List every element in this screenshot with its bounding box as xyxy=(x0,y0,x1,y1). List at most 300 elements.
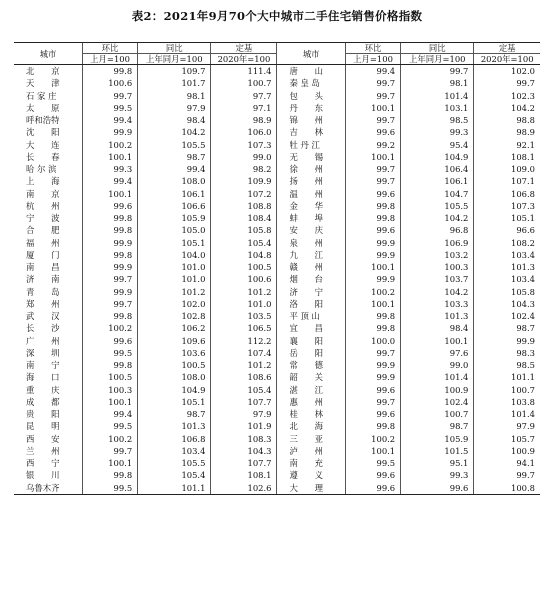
base-value-cell: 101.3 xyxy=(474,261,540,273)
base-value-cell: 102.4 xyxy=(474,310,540,322)
yoy-value-cell: 97.6 xyxy=(401,347,474,359)
table-row xyxy=(14,347,540,359)
base-value-cell: 105.1 xyxy=(474,212,540,224)
mom-value-cell: 99.9 xyxy=(345,371,400,383)
table-row xyxy=(14,175,540,187)
yoy-value-cell: 100.3 xyxy=(401,261,474,273)
yoy-value-cell: 100.9 xyxy=(401,384,474,396)
base-value-cell: 98.3 xyxy=(474,347,540,359)
city-name-cell: 郑 州 xyxy=(26,298,60,309)
base-value-cell: 101.2 xyxy=(211,359,277,371)
header-mom: 环比 xyxy=(345,43,400,54)
table-row xyxy=(14,212,540,224)
mom-value-cell: 100.1 xyxy=(345,261,400,273)
yoy-value-cell: 106.1 xyxy=(401,175,474,187)
base-value-cell: 108.8 xyxy=(211,200,277,212)
base-value-cell: 105.8 xyxy=(474,286,540,298)
mom-value-cell: 100.2 xyxy=(345,433,400,445)
mom-value-cell: 99.9 xyxy=(82,286,137,298)
base-value-cell: 102.0 xyxy=(474,65,540,78)
city-name-cell: 贵 阳 xyxy=(26,409,60,419)
yoy-value-cell: 105.5 xyxy=(138,139,211,151)
mom-value-cell: 99.6 xyxy=(345,384,400,396)
city-name-cell: 常 德 xyxy=(277,359,345,371)
city-name-cell: 宁 波 xyxy=(26,213,60,223)
city-name-cell: 惠 州 xyxy=(277,396,345,408)
city-name-cell: 南 昌 xyxy=(26,262,60,272)
mom-value-cell: 99.9 xyxy=(345,237,400,249)
base-value-cell: 100.5 xyxy=(211,261,277,273)
mom-value-cell: 99.4 xyxy=(82,175,137,187)
yoy-value-cell: 98.1 xyxy=(138,90,211,102)
table-row xyxy=(14,371,540,383)
mom-value-cell: 100.6 xyxy=(82,77,137,89)
header-city: 城市 xyxy=(277,43,345,65)
table-row xyxy=(14,224,540,236)
yoy-value-cell: 105.9 xyxy=(401,433,474,445)
city-name-cell: 吉 林 xyxy=(277,126,345,138)
table-row xyxy=(14,469,540,481)
mom-value-cell: 99.4 xyxy=(82,408,137,420)
yoy-value-cell: 98.7 xyxy=(138,408,211,420)
mom-value-cell: 100.2 xyxy=(345,286,400,298)
mom-value-cell: 99.3 xyxy=(82,163,137,175)
header-base: 定基 xyxy=(474,43,540,54)
base-value-cell: 97.9 xyxy=(211,408,277,420)
yoy-value-cell: 100.5 xyxy=(138,359,211,371)
mom-value-cell: 100.1 xyxy=(345,151,400,163)
city-name-cell: 徐 州 xyxy=(277,163,345,175)
mom-value-cell: 99.6 xyxy=(345,482,400,495)
base-value-cell: 105.7 xyxy=(474,433,540,445)
mom-value-cell: 99.5 xyxy=(82,420,137,432)
base-value-cell: 98.2 xyxy=(211,163,277,175)
yoy-value-cell: 101.0 xyxy=(138,261,211,273)
mom-value-cell: 100.1 xyxy=(345,102,400,114)
base-value-cell: 106.5 xyxy=(211,322,277,334)
page-title: 表2：2021年9月70个大中城市二手住宅销售价格指数 xyxy=(131,9,423,23)
header-city: 城市 xyxy=(14,43,82,65)
table-row xyxy=(14,457,540,469)
yoy-value-cell: 105.5 xyxy=(138,457,211,469)
yoy-value-cell: 95.1 xyxy=(401,457,474,469)
yoy-value-cell: 103.7 xyxy=(401,273,474,285)
table-row xyxy=(14,396,540,408)
yoy-value-cell: 99.3 xyxy=(401,469,474,481)
base-value-cell: 98.8 xyxy=(474,114,540,126)
mom-value-cell: 99.8 xyxy=(82,310,137,322)
base-value-cell: 97.7 xyxy=(211,90,277,102)
yoy-value-cell: 100.1 xyxy=(401,335,474,347)
city-name-cell: 平 顶 山 xyxy=(277,310,345,322)
city-name-cell: 深 圳 xyxy=(26,347,60,358)
price-index-table-container xyxy=(14,42,540,495)
base-value-cell: 107.2 xyxy=(211,188,277,200)
yoy-value-cell: 103.2 xyxy=(401,249,474,261)
city-name-cell: 锦 州 xyxy=(277,114,345,126)
base-value-cell: 108.6 xyxy=(211,371,277,383)
mom-value-cell: 99.4 xyxy=(82,114,137,126)
yoy-value-cell: 98.4 xyxy=(401,322,474,334)
yoy-value-cell: 106.4 xyxy=(401,163,474,175)
base-value-cell: 98.9 xyxy=(211,114,277,126)
base-value-cell: 107.7 xyxy=(211,457,277,469)
header-base-sub: 2020年=100 xyxy=(474,54,540,65)
city-name-cell: 济 宁 xyxy=(277,286,345,298)
yoy-value-cell: 99.3 xyxy=(401,126,474,138)
table-row xyxy=(14,433,540,445)
base-value-cell: 101.1 xyxy=(474,371,540,383)
base-value-cell: 98.5 xyxy=(474,359,540,371)
yoy-value-cell: 101.5 xyxy=(401,445,474,457)
yoy-value-cell: 101.1 xyxy=(138,482,211,495)
mom-value-cell: 99.7 xyxy=(82,445,137,457)
mom-value-cell: 99.8 xyxy=(82,469,137,481)
table-row xyxy=(14,286,540,298)
base-value-cell: 100.9 xyxy=(474,445,540,457)
base-value-cell: 111.4 xyxy=(211,65,277,78)
city-name-cell: 成 都 xyxy=(26,396,60,407)
base-value-cell: 104.2 xyxy=(474,102,540,114)
mom-value-cell: 99.7 xyxy=(82,90,137,102)
base-value-cell: 105.4 xyxy=(211,237,277,249)
base-value-cell: 102.6 xyxy=(211,482,277,495)
city-name-cell: 太 原 xyxy=(26,102,60,113)
base-value-cell: 99.7 xyxy=(474,77,540,89)
mom-value-cell: 99.8 xyxy=(82,212,137,224)
yoy-value-cell: 106.9 xyxy=(401,237,474,249)
mom-value-cell: 99.8 xyxy=(82,224,137,236)
mom-value-cell: 99.9 xyxy=(345,273,400,285)
mom-value-cell: 100.1 xyxy=(82,457,137,469)
city-name-cell: 三 亚 xyxy=(277,433,345,445)
city-name-cell: 湛 江 xyxy=(277,384,345,396)
city-name-cell: 蚌 埠 xyxy=(277,212,345,224)
yoy-value-cell: 103.3 xyxy=(401,298,474,310)
mom-value-cell: 99.2 xyxy=(345,139,400,151)
mom-value-cell: 99.8 xyxy=(345,310,400,322)
city-name-cell: 南 宁 xyxy=(26,360,60,370)
base-value-cell: 101.2 xyxy=(211,286,277,298)
price-index-table xyxy=(14,42,540,495)
city-name-cell: 安 庆 xyxy=(277,224,345,236)
base-value-cell: 101.9 xyxy=(211,420,277,432)
city-name-cell: 济 南 xyxy=(26,274,60,285)
yoy-value-cell: 106.6 xyxy=(138,200,211,212)
city-name-cell: 厦 门 xyxy=(26,249,60,260)
mom-value-cell: 100.1 xyxy=(82,188,137,200)
yoy-value-cell: 105.4 xyxy=(138,469,211,481)
base-value-cell: 106.0 xyxy=(211,126,277,138)
mom-value-cell: 100.1 xyxy=(345,445,400,457)
mom-value-cell: 100.2 xyxy=(82,322,137,334)
yoy-value-cell: 95.4 xyxy=(401,139,474,151)
table-row xyxy=(14,273,540,285)
base-value-cell: 97.1 xyxy=(211,102,277,114)
base-value-cell: 108.1 xyxy=(474,151,540,163)
mom-value-cell: 99.5 xyxy=(345,457,400,469)
header-mom-sub: 上月=100 xyxy=(82,54,137,65)
yoy-value-cell: 98.1 xyxy=(401,77,474,89)
header-yoy: 同比 xyxy=(138,43,211,54)
base-value-cell: 104.3 xyxy=(474,298,540,310)
table-row xyxy=(14,420,540,432)
city-name-cell: 天 津 xyxy=(26,78,60,89)
city-name-cell: 重 庆 xyxy=(26,384,60,395)
mom-value-cell: 99.9 xyxy=(82,126,137,138)
mom-value-cell: 99.9 xyxy=(345,249,400,261)
yoy-value-cell: 98.5 xyxy=(401,114,474,126)
table-row xyxy=(14,237,540,249)
city-name-cell: 岳 阳 xyxy=(277,347,345,359)
header-base: 定基 xyxy=(211,43,277,54)
yoy-value-cell: 104.7 xyxy=(401,188,474,200)
mom-value-cell: 99.6 xyxy=(82,200,137,212)
base-value-cell: 100.6 xyxy=(211,273,277,285)
base-value-cell: 98.7 xyxy=(474,322,540,334)
yoy-value-cell: 101.3 xyxy=(401,310,474,322)
city-name-cell: 丹 东 xyxy=(277,102,345,114)
base-value-cell: 99.9 xyxy=(474,335,540,347)
city-name-cell: 韶 关 xyxy=(277,371,345,383)
table-row xyxy=(14,322,540,334)
yoy-value-cell: 103.4 xyxy=(138,445,211,457)
base-value-cell: 101.0 xyxy=(211,298,277,310)
city-name-cell: 秦 皇 岛 xyxy=(277,77,345,89)
mom-value-cell: 99.7 xyxy=(345,175,400,187)
table-row xyxy=(14,163,540,175)
table-row xyxy=(14,200,540,212)
mom-value-cell: 99.6 xyxy=(345,126,400,138)
base-value-cell: 106.8 xyxy=(474,188,540,200)
base-value-cell: 107.1 xyxy=(474,175,540,187)
header-yoy-sub: 上年同月=100 xyxy=(138,54,211,65)
yoy-value-cell: 101.4 xyxy=(401,371,474,383)
base-value-cell: 112.2 xyxy=(211,335,277,347)
mom-value-cell: 100.1 xyxy=(82,151,137,163)
yoy-value-cell: 101.4 xyxy=(401,90,474,102)
city-name-cell: 长 春 xyxy=(26,151,60,162)
city-name-cell: 杭 州 xyxy=(26,200,60,211)
yoy-value-cell: 98.7 xyxy=(401,420,474,432)
city-name-cell: 长 沙 xyxy=(26,323,60,334)
city-name-cell: 遵 义 xyxy=(277,469,345,481)
city-name-cell: 西 宁 xyxy=(26,458,60,468)
yoy-value-cell: 109.6 xyxy=(138,335,211,347)
base-value-cell: 109.0 xyxy=(474,163,540,175)
city-name-cell: 青 岛 xyxy=(26,286,60,297)
city-name-cell: 北 京 xyxy=(26,66,60,76)
yoy-value-cell: 105.0 xyxy=(138,224,211,236)
table-row xyxy=(14,188,540,200)
mom-value-cell: 99.8 xyxy=(345,322,400,334)
base-value-cell: 108.3 xyxy=(211,433,277,445)
city-name-cell: 烟 台 xyxy=(277,273,345,285)
yoy-value-cell: 98.4 xyxy=(138,114,211,126)
yoy-value-cell: 106.2 xyxy=(138,322,211,334)
city-name-cell: 福 州 xyxy=(26,237,60,248)
mom-value-cell: 99.6 xyxy=(345,188,400,200)
table-header xyxy=(14,43,540,65)
mom-value-cell: 99.7 xyxy=(82,298,137,310)
table-row xyxy=(14,126,540,138)
yoy-value-cell: 101.3 xyxy=(138,420,211,432)
base-value-cell: 97.9 xyxy=(474,420,540,432)
base-value-cell: 99.0 xyxy=(211,151,277,163)
yoy-value-cell: 98.7 xyxy=(138,151,211,163)
yoy-value-cell: 106.8 xyxy=(138,433,211,445)
base-value-cell: 103.4 xyxy=(474,273,540,285)
table-row xyxy=(14,65,540,78)
city-name-cell: 广 州 xyxy=(26,335,60,346)
mom-value-cell: 99.6 xyxy=(345,469,400,481)
mom-value-cell: 100.0 xyxy=(345,335,400,347)
yoy-value-cell: 102.4 xyxy=(401,396,474,408)
mom-value-cell: 99.5 xyxy=(82,347,137,359)
yoy-value-cell: 108.0 xyxy=(138,175,211,187)
city-name-cell: 洛 阳 xyxy=(277,298,345,310)
yoy-value-cell: 99.6 xyxy=(401,482,474,495)
city-name-cell: 北 海 xyxy=(277,420,345,432)
mom-value-cell: 99.8 xyxy=(82,249,137,261)
city-name-cell: 赣 州 xyxy=(277,261,345,273)
yoy-value-cell: 108.0 xyxy=(138,371,211,383)
yoy-value-cell: 104.9 xyxy=(138,384,211,396)
yoy-value-cell: 101.7 xyxy=(138,77,211,89)
mom-value-cell: 99.7 xyxy=(345,114,400,126)
yoy-value-cell: 104.2 xyxy=(401,212,474,224)
table-row xyxy=(14,114,540,126)
base-value-cell: 107.3 xyxy=(211,139,277,151)
base-value-cell: 100.7 xyxy=(474,384,540,396)
base-value-cell: 102.3 xyxy=(474,90,540,102)
mom-value-cell: 100.1 xyxy=(82,396,137,408)
header-yoy-sub: 上年同月=100 xyxy=(401,54,474,65)
city-name-cell: 南 京 xyxy=(26,188,60,199)
base-value-cell: 108.1 xyxy=(211,469,277,481)
base-value-cell: 100.7 xyxy=(211,77,277,89)
table-row xyxy=(14,445,540,457)
mom-value-cell: 99.5 xyxy=(82,102,137,114)
base-value-cell: 98.9 xyxy=(474,126,540,138)
city-name-cell: 金 华 xyxy=(277,200,345,212)
yoy-value-cell: 101.0 xyxy=(138,273,211,285)
yoy-value-cell: 102.0 xyxy=(138,298,211,310)
mom-value-cell: 100.2 xyxy=(82,139,137,151)
base-value-cell: 105.4 xyxy=(211,384,277,396)
yoy-value-cell: 105.5 xyxy=(401,200,474,212)
yoy-value-cell: 105.9 xyxy=(138,212,211,224)
table-row xyxy=(14,90,540,102)
mom-value-cell: 99.5 xyxy=(82,482,137,495)
header-mom: 环比 xyxy=(82,43,137,54)
yoy-value-cell: 104.2 xyxy=(138,126,211,138)
header-yoy: 同比 xyxy=(401,43,474,54)
base-value-cell: 107.4 xyxy=(211,347,277,359)
yoy-value-cell: 100.7 xyxy=(401,408,474,420)
city-name-cell: 乌鲁木齐 xyxy=(14,482,82,495)
table-row xyxy=(14,261,540,273)
yoy-value-cell: 109.7 xyxy=(138,65,211,78)
table-row xyxy=(14,384,540,396)
mom-value-cell: 99.8 xyxy=(82,359,137,371)
city-name-cell: 沈 阳 xyxy=(26,127,60,138)
base-value-cell: 108.4 xyxy=(211,212,277,224)
base-value-cell: 100.8 xyxy=(474,482,540,495)
city-name-cell: 扬 州 xyxy=(277,175,345,187)
table-row xyxy=(14,335,540,347)
yoy-value-cell: 99.4 xyxy=(138,163,211,175)
base-value-cell: 101.4 xyxy=(474,408,540,420)
yoy-value-cell: 101.2 xyxy=(138,286,211,298)
mom-value-cell: 99.6 xyxy=(345,224,400,236)
city-name-cell: 合 肥 xyxy=(26,225,60,236)
mom-value-cell: 99.7 xyxy=(82,273,137,285)
table-row xyxy=(14,102,540,114)
yoy-value-cell: 106.1 xyxy=(138,188,211,200)
city-name-cell: 呼和浩特 xyxy=(26,115,60,125)
city-name-cell: 海 口 xyxy=(26,372,60,383)
base-value-cell: 103.5 xyxy=(211,310,277,322)
city-name-cell: 唐 山 xyxy=(277,65,345,78)
yoy-value-cell: 103.1 xyxy=(401,102,474,114)
base-value-cell: 103.4 xyxy=(474,249,540,261)
table-row xyxy=(14,139,540,151)
base-value-cell: 104.3 xyxy=(211,445,277,457)
yoy-value-cell: 104.9 xyxy=(401,151,474,163)
table-row xyxy=(14,77,540,89)
city-name-cell: 襄 阳 xyxy=(277,335,345,347)
mom-value-cell: 100.5 xyxy=(82,371,137,383)
city-name-cell: 温 州 xyxy=(277,188,345,200)
city-name-cell: 哈 尔 滨 xyxy=(26,164,57,174)
city-name-cell: 宜 昌 xyxy=(277,322,345,334)
mom-value-cell: 99.7 xyxy=(345,396,400,408)
mom-value-cell: 100.2 xyxy=(82,433,137,445)
table-row xyxy=(14,151,540,163)
city-name-cell: 南 充 xyxy=(277,457,345,469)
table-row xyxy=(14,310,540,322)
base-value-cell: 96.6 xyxy=(474,224,540,236)
city-name-cell: 九 江 xyxy=(277,249,345,261)
city-name-cell: 昆 明 xyxy=(26,421,60,432)
base-value-cell: 103.8 xyxy=(474,396,540,408)
base-value-cell: 105.8 xyxy=(211,224,277,236)
base-value-cell: 107.7 xyxy=(211,396,277,408)
city-name-cell: 桂 林 xyxy=(277,408,345,420)
mom-value-cell: 99.9 xyxy=(82,261,137,273)
yoy-value-cell: 102.8 xyxy=(138,310,211,322)
mom-value-cell: 100.1 xyxy=(345,298,400,310)
base-value-cell: 94.1 xyxy=(474,457,540,469)
yoy-value-cell: 104.0 xyxy=(138,249,211,261)
city-name-cell: 大 理 xyxy=(277,482,345,495)
header-mom-sub: 上月=100 xyxy=(345,54,400,65)
mom-value-cell: 99.7 xyxy=(345,163,400,175)
table-row xyxy=(14,408,540,420)
mom-value-cell: 99.8 xyxy=(345,212,400,224)
city-name-cell: 兰 州 xyxy=(26,445,60,456)
table-body xyxy=(14,65,540,495)
city-name-cell: 泸 州 xyxy=(277,445,345,457)
city-name-cell: 包 头 xyxy=(277,90,345,102)
city-name-cell: 上 海 xyxy=(26,176,60,187)
table-row xyxy=(14,249,540,261)
yoy-value-cell: 104.2 xyxy=(401,286,474,298)
mom-value-cell: 99.6 xyxy=(345,408,400,420)
yoy-value-cell: 99.0 xyxy=(401,359,474,371)
mom-value-cell: 99.7 xyxy=(345,90,400,102)
